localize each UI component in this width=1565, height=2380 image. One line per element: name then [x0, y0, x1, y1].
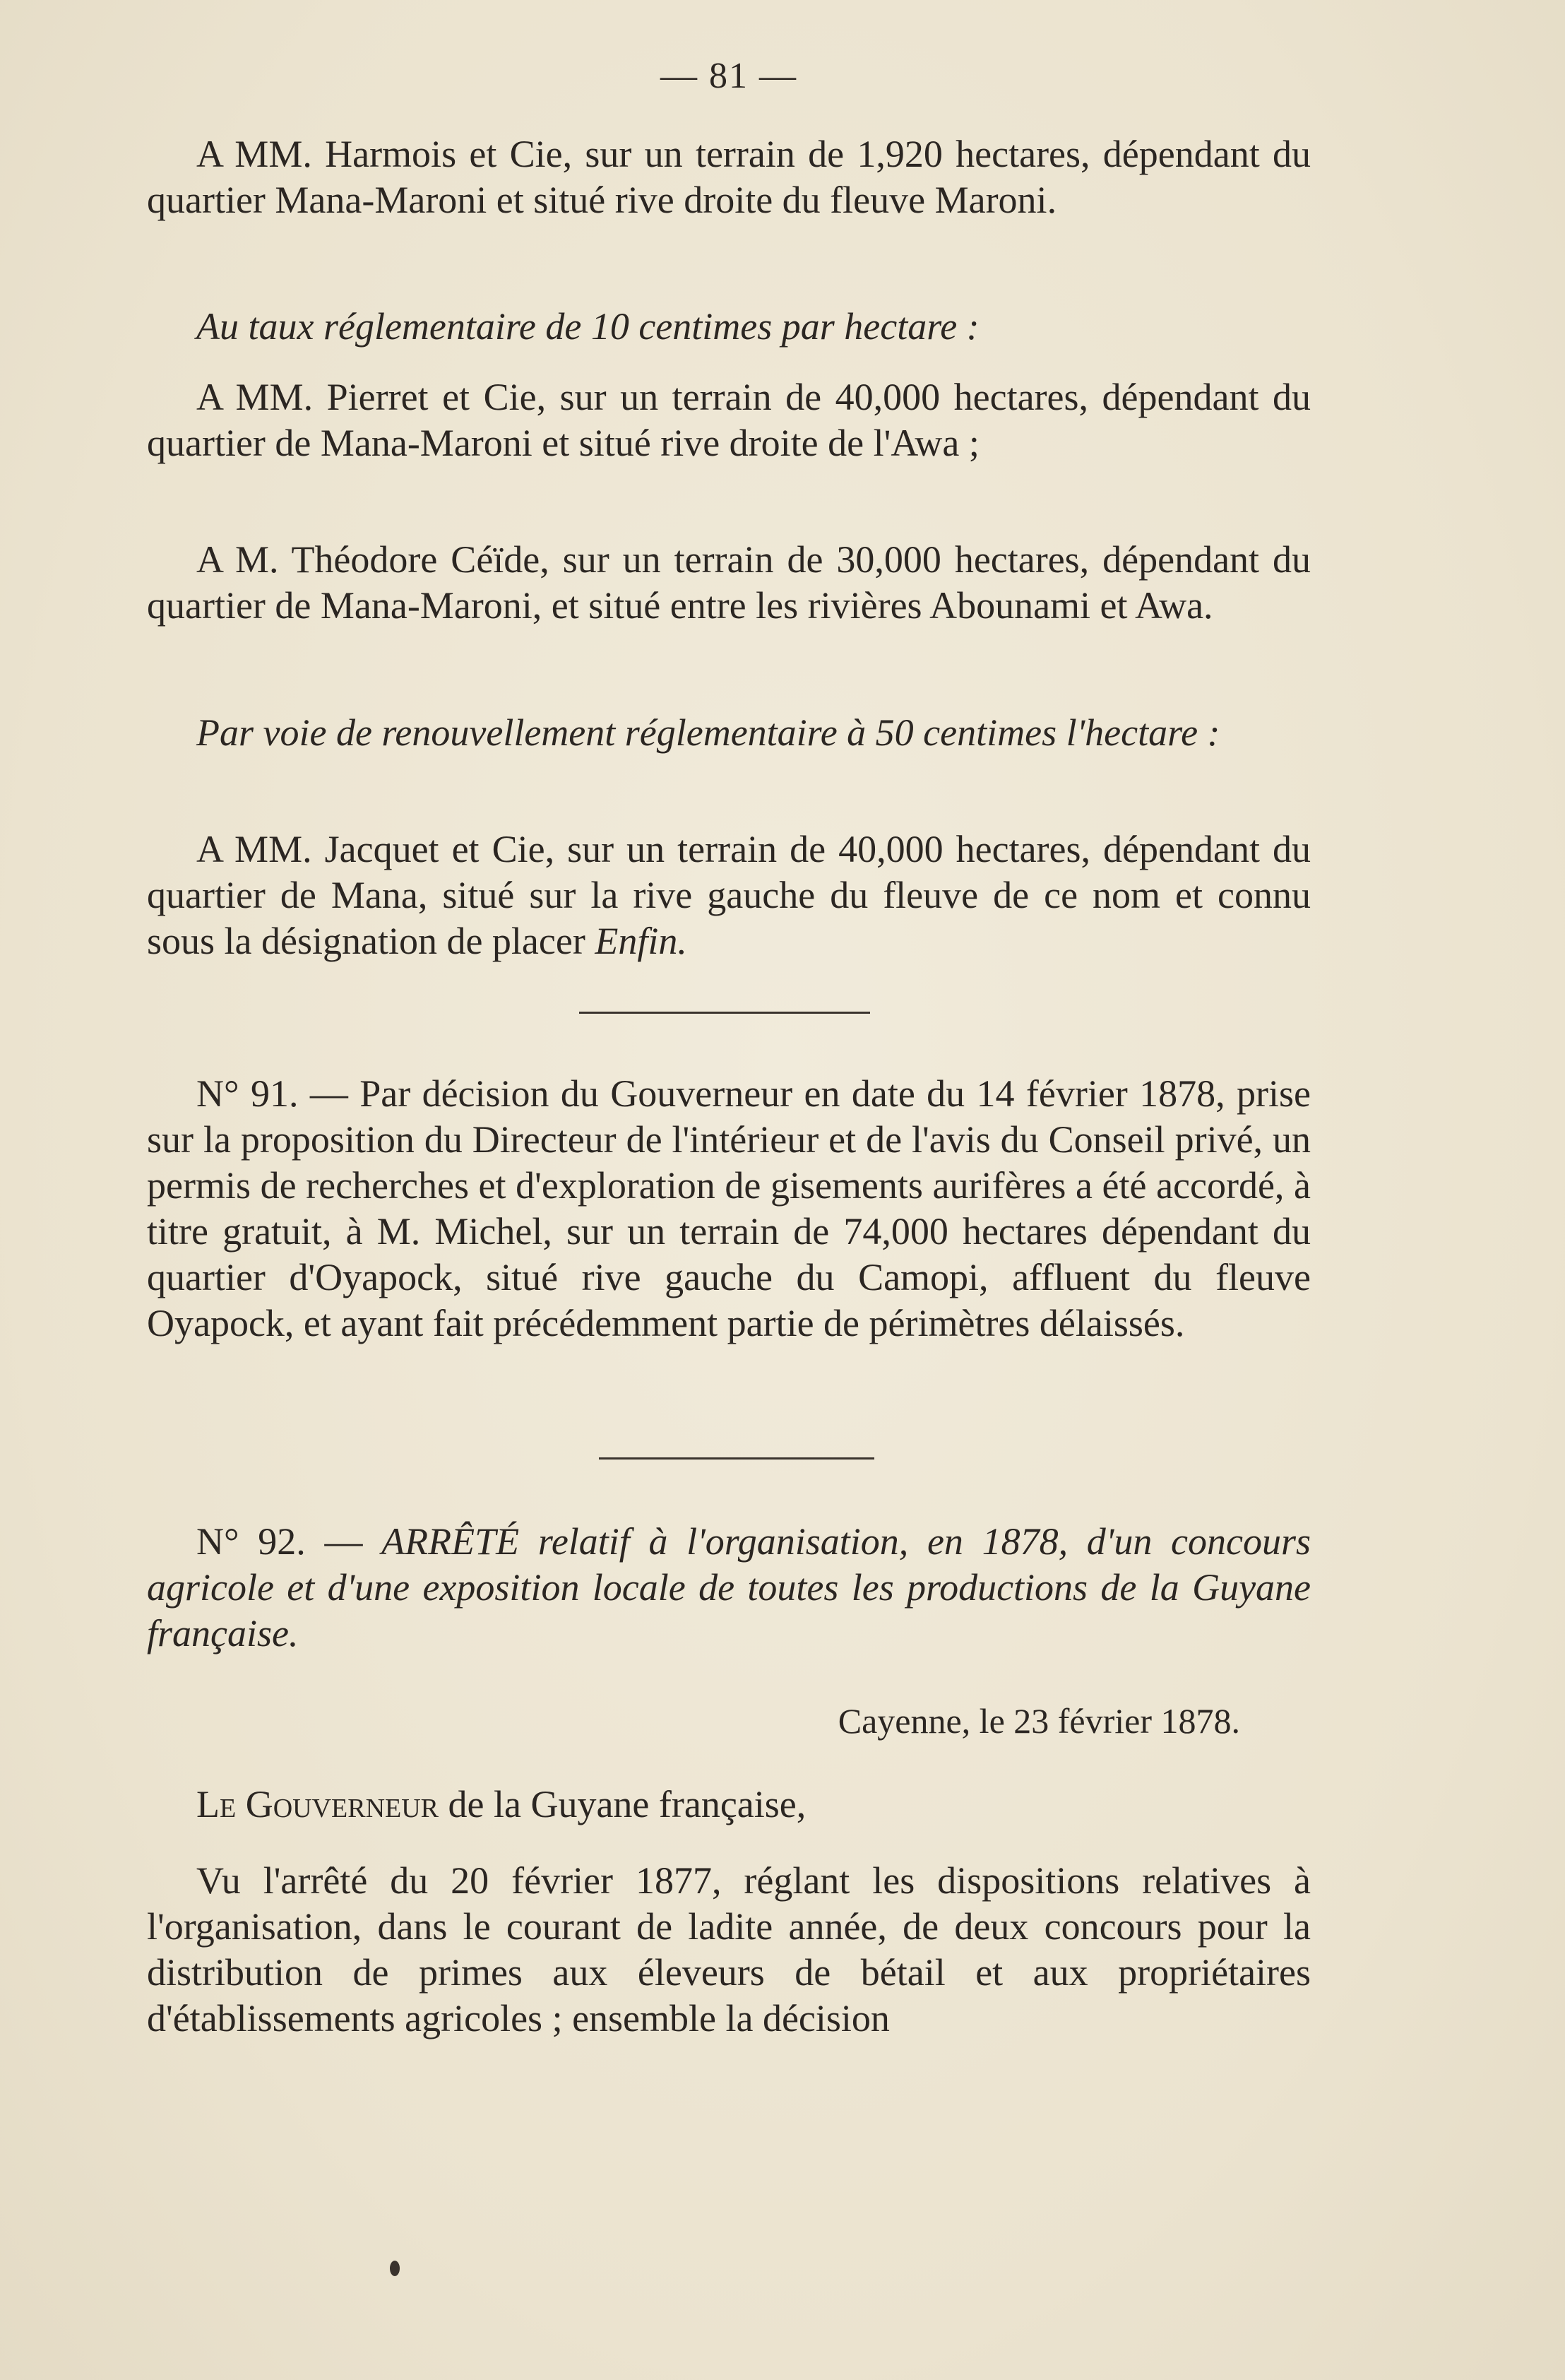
paragraph-ceide: A M. Théodore Céïde, sur un terrain de 30,000 hectares, dépendant du quartier de Mana-Maroni, et situé entre les rivières Abounami et Awa. [147, 538, 1311, 627]
governor-rest: de la Guyane française, [448, 1783, 807, 1825]
placer-name: Enfin. [595, 920, 687, 962]
section-92-dash: — [324, 1520, 363, 1563]
section-divider-1 [579, 1012, 870, 1014]
paragraph-pierret: A MM. Pierret et Cie, sur un terrain de 40,000 hectares, dépendant du quartier de Mana-Maroni et situé rive droite de l'Awa ; [147, 376, 1311, 464]
paragraph-renouvellement: Par voie de renouvellement réglementaire à 50 centimes l'hectare : [196, 711, 1220, 754]
section-divider-2 [599, 1457, 874, 1460]
section-92-number: N° 92. [196, 1520, 306, 1563]
section-92-heading [147, 1519, 1311, 1657]
jacquet-text: A MM. Jacquet et Cie, sur un terrain de 40,000 hectares, dépendant du quartier de Mana, situé sur la rive gauche du fleuve de ce nom et connu sous la désignation de placer [147, 828, 1311, 962]
dateline: Cayenne, le 23 février 1878. [838, 1701, 1240, 1741]
vu-paragraph: Vu l'arrêté du 20 février 1877, réglant les dispositions relatives à l'organisation, dans le courant de ladite année, de deux concours pour la distribution de primes aux éleveurs de bétail et aux propriétaires d'établissements agricoles ; ensemble la décision [147, 1859, 1311, 2039]
paragraph-harmois: A MM. Harmois et Cie, sur un terrain de 1,920 hectares, dépendant du quartier Mana-Maroni et situé rive droite du fleuve Maroni. [147, 133, 1311, 221]
section-92-title-word: ARRÊTÉ [381, 1520, 520, 1563]
section-92-title: relatif à l'organisation, en 1878, d'un concours agricole et d'une exposition locale de toutes les productions de la Guyane française. [147, 1520, 1311, 1654]
paragraph-taux-reglementaire: Au taux réglementaire de 10 centimes par hectare : [196, 305, 980, 348]
governor-line [147, 1782, 1311, 1828]
paragraph-jacquet [147, 827, 1311, 964]
page-number: — 81 — [660, 56, 797, 96]
section-91-paragraph [147, 1071, 1311, 1346]
ink-speck [390, 2261, 400, 2276]
section-91-text: — Par décision du Gouverneur en date du 14 février 1878, prise sur la proposition du Directeur de l'intérieur et de l'avis du Conseil privé, un permis de recherches et d'exploration de gisements aurifères a été accordé, à titre gratuit, à M. Michel, sur un terrain de 74,000 hectares dépendant du quartier d'Oyapock, situé rive gauche du Camopi, affluent du fleuve Oyapock, et ayant fait précédemment partie de périmètres délaissés. [147, 1072, 1311, 1344]
governor-title: Le Gouverneur [196, 1783, 439, 1825]
section-91-number: N° 91. [196, 1072, 299, 1115]
